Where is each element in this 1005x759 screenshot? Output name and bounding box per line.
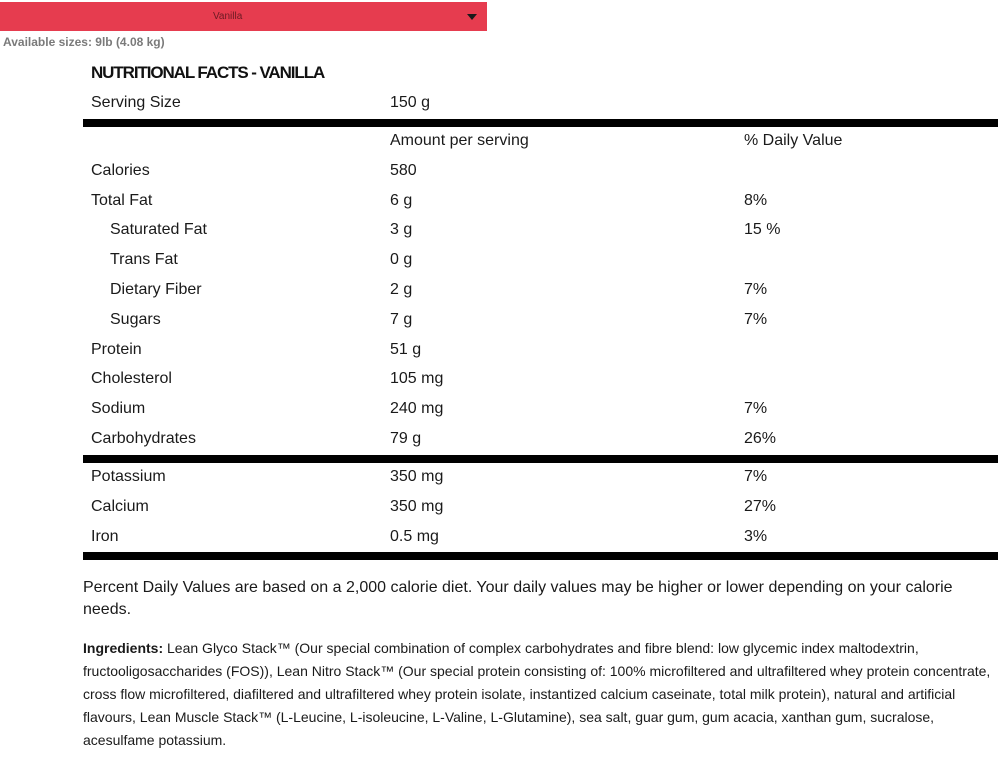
row-name: Trans Fat <box>110 251 178 268</box>
row-name: Calories <box>91 162 150 179</box>
row-dv: 15 % <box>744 221 781 238</box>
row-dv: 7% <box>744 400 768 417</box>
row-dv: 26% <box>744 430 777 447</box>
divider-thick <box>83 455 998 463</box>
row-amount: 2 g <box>390 281 413 298</box>
header-daily-value: % Daily Value <box>744 132 843 149</box>
ingredients <box>83 637 998 752</box>
row-name: Total Fat <box>91 192 153 209</box>
daily-value-note: Percent Daily Values are based on a 2,000 calorie diet. Your daily values may be higher or lower depending on your calorie needs. <box>83 579 953 618</box>
row-name: Dietary Fiber <box>110 281 202 298</box>
serving-size-value: 150 g <box>390 94 431 111</box>
ingredients-text: Lean Glyco Stack™ (Our special combination of complex carbohydrates and fibre blend: low glycemic index maltodextrin, fructooligosaccharides (FOS)), Lean Nitro Stack™ (Our special protein consisting of: 100% microfiltered and ultrafiltered whey protein concentrate, cross flow microfiltered, diafiltered and ultrafiltered whey protein isolate, instantized calcium caseinate, total milk protein), natural and artificial flavours, Lean Muscle Stack™ (L-Leucine, L-isoleucine, L-Valine, L-Glutamine), sea salt, guar gum, gum acacia, xanthan gum, sucralose, acesulfame potassium. <box>83 640 991 748</box>
flavor-select-value: Vanilla <box>213 11 243 22</box>
row-name: Carbohydrates <box>91 430 196 447</box>
serving-size-label: Serving Size <box>91 94 181 111</box>
available-sizes: Available sizes: 9lb (4.08 kg) <box>3 35 165 49</box>
row-amount: 350 mg <box>390 498 444 515</box>
ingredients-label: Ingredients: <box>83 640 164 656</box>
row-amount: 51 g <box>390 341 422 358</box>
nutrition-title: NUTRITIONAL FACTS - VANILLA <box>91 63 325 82</box>
row-amount: 0 g <box>390 251 413 268</box>
row-dv: 3% <box>744 528 768 545</box>
row-name: Saturated Fat <box>110 221 207 238</box>
row-name: Calcium <box>91 498 149 515</box>
chevron-down-icon[interactable] <box>467 14 477 20</box>
row-amount: 105 mg <box>390 370 444 387</box>
row-dv: 7% <box>744 311 768 328</box>
row-dv: 27% <box>744 498 777 515</box>
row-dv: 8% <box>744 192 768 209</box>
row-amount: 0.5 mg <box>390 528 439 545</box>
row-amount: 240 mg <box>390 400 444 417</box>
row-amount: 580 <box>390 162 417 179</box>
row-amount: 79 g <box>390 430 422 447</box>
header-amount: Amount per serving <box>390 132 529 149</box>
row-amount: 6 g <box>390 192 413 209</box>
row-name: Protein <box>91 341 142 358</box>
divider-thick <box>83 119 998 127</box>
row-name: Iron <box>91 528 119 545</box>
row-name: Cholesterol <box>91 370 172 387</box>
divider-thick <box>83 552 998 560</box>
row-amount: 3 g <box>390 221 413 238</box>
flavor-select[interactable] <box>0 2 487 31</box>
row-dv: 7% <box>744 281 768 298</box>
row-amount: 350 mg <box>390 468 444 485</box>
row-name: Sodium <box>91 400 146 417</box>
row-amount: 7 g <box>390 311 413 328</box>
row-name: Potassium <box>91 468 166 485</box>
row-name: Sugars <box>110 311 161 328</box>
row-dv: 7% <box>744 468 768 485</box>
